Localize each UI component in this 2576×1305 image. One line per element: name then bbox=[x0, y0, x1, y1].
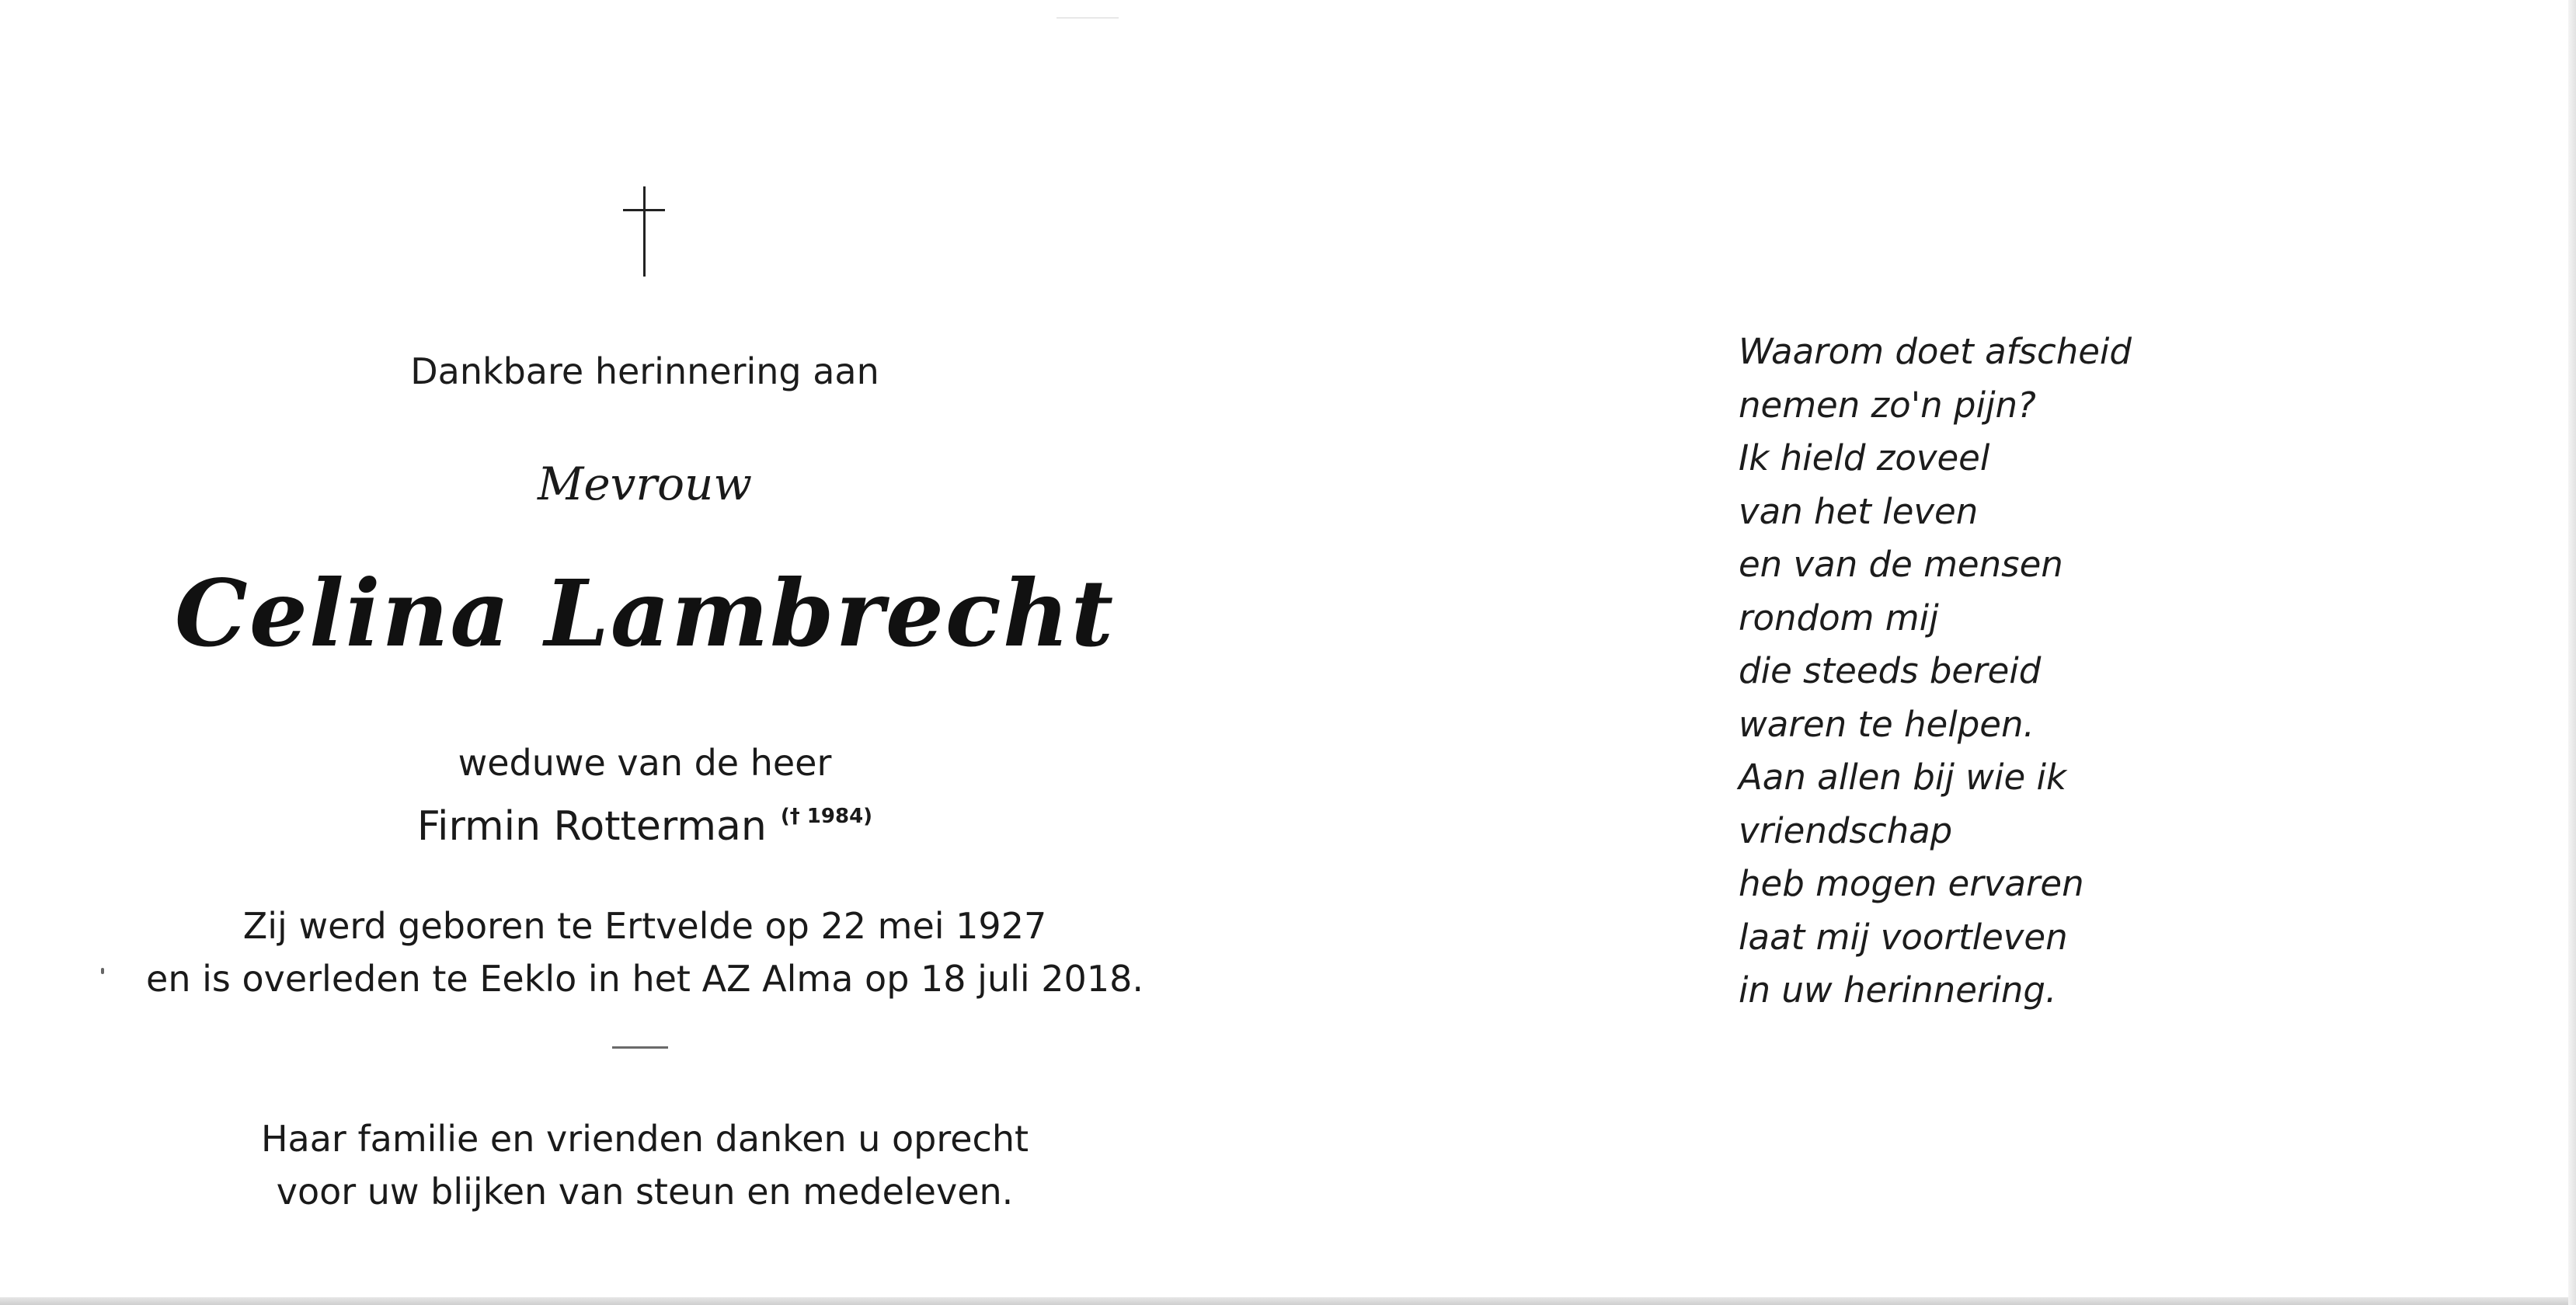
poem-line: en van de mensen bbox=[1739, 544, 2063, 585]
card-right-edge bbox=[2568, 0, 2576, 1305]
poem-line: Waarom doet afscheid bbox=[1739, 331, 2132, 372]
intro-text: Dankbare herinnering aan bbox=[410, 350, 879, 392]
spouse-death-year: († 1984) bbox=[780, 805, 873, 828]
widow-text: weduwe van de heer bbox=[458, 742, 832, 784]
poem-line: Ik hield zoveel bbox=[1739, 437, 1990, 478]
cross-icon bbox=[617, 186, 671, 277]
spouse-line bbox=[0, 791, 1290, 852]
poem bbox=[1739, 325, 2132, 1018]
poem-line: rondom mij bbox=[1739, 597, 1939, 639]
deceased-name: Celina Lambrecht bbox=[174, 559, 1116, 667]
poem-line: in uw herinnering. bbox=[1739, 969, 2057, 1011]
poem-line: laat mij voortleven bbox=[1739, 916, 2068, 958]
poem-line: nemen zo'n pijn? bbox=[1739, 384, 2036, 426]
memorial-panel bbox=[0, 0, 1290, 1297]
print-speck bbox=[101, 968, 104, 974]
thanks-text-line-2: voor uw blijken van steun en medeleven. bbox=[276, 1171, 1014, 1213]
card-bottom-edge bbox=[0, 1297, 2576, 1305]
poem-line: heb mogen ervaren bbox=[1739, 863, 2084, 904]
poem-line: vriendschap bbox=[1739, 809, 1953, 851]
poem-line: waren te helpen. bbox=[1739, 703, 2035, 745]
poem-line: van het leven bbox=[1739, 490, 1979, 532]
poem-line: die steeds bereid bbox=[1739, 650, 2042, 691]
birth-text: Zij werd geboren te Ertvelde op 22 mei 1927 bbox=[242, 905, 1047, 947]
poem-line: Aan allen bij wie ik bbox=[1739, 757, 2067, 798]
thanks-text-line-1: Haar familie en vrienden danken u oprecht bbox=[260, 1118, 1029, 1160]
divider bbox=[612, 1046, 668, 1049]
spouse-name: Firmin Rotterman bbox=[416, 803, 767, 850]
death-text: en is overleden te Eeklo in het AZ Alma op 18 juli 2018. bbox=[146, 958, 1144, 1000]
honorific: Mevrouw bbox=[537, 458, 753, 510]
